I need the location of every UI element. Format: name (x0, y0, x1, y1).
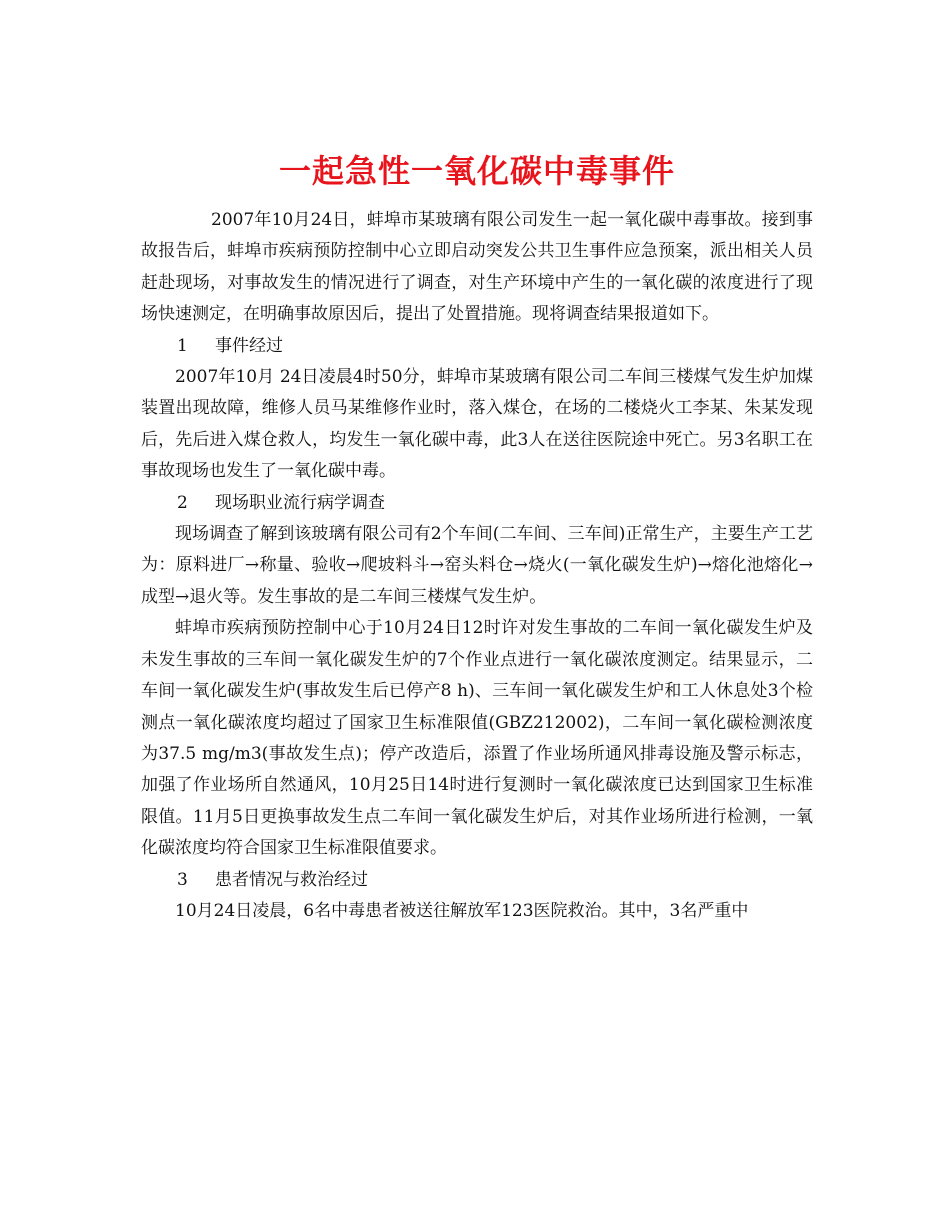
intro-paragraph: 2007年10月24日，蚌埠市某玻璃有限公司发生一起一氧化碳中毒事故。接到事故报告后，蚌埠市疾病预防控制中心立即启动突发公共卫生事件应急预案，派出相关人员赶赴现场，对事故发生的情况进行了调查，对生产环境中产生的一氧化碳的浓度进行了现场快速测定，在明确事故原因后，提出了处置措施。现将调查结果报道如下。 (141, 210, 813, 325)
section-title: 患者情况与救治经过 (215, 869, 368, 890)
section-heading-3 (141, 865, 813, 896)
section-number: 1 (177, 335, 188, 356)
section-number: 2 (177, 492, 188, 513)
section-heading-1 (141, 331, 813, 362)
paragraph: 2007年10月 24日凌晨4时50分，蚌埠市某玻璃有限公司二车间三楼煤气发生炉加煤装置出现故障，维修人员马某维修作业时，落入煤仓，在场的二楼烧火工李某、朱某发现后，先后进入煤仓救人，均发生一氧化碳中毒，此3人在送往医院途中死亡。另3名职工在事故现场也发生了一氧化碳中毒。 (141, 367, 813, 482)
section-number: 3 (177, 869, 188, 890)
document-body (141, 205, 813, 927)
paragraph: 10月24日凌晨，6名中毒患者被送往解放军123医院救治。其中，3名严重中 (175, 900, 749, 921)
section-heading-2 (141, 488, 813, 519)
document-title: 一起急性一氧化碳中毒事件 (278, 152, 675, 191)
paragraph: 现场调查了解到该玻璃有限公司有2个车间(二车间、三车间)正常生产，主要生产工艺为：原料进厂→称量、验收→爬坡料斗→窑头料仓→烧火(一氧化碳发生炉)→熔化池熔化→成型→退火等。发生事故的是二车间三楼煤气发生炉。 (141, 524, 813, 607)
paragraph: 蚌埠市疾病预防控制中心于10月24日12时许对发生事故的二车间一氧化碳发生炉及未发生事故的三车间一氧化碳发生炉的7个作业点进行一氧化碳浓度测定。结果显示，二车间一氧化碳发生炉(事故发生后已停产8 h)、三车间一氧化碳发生炉和工人休息处3个检测点一氧化碳浓度均超过了国家卫生标准限值(GBZ212002)，二车间一氧化碳检测浓度为37.5 mg/m3(事故发生点)；停产改造后，添置了作业场所通风排毒设施及警示标志，加强了作业场所自然通风，10月25日14时进行复测时一氧化碳浓度已达到国家卫生标准限值。11月5日更换事故发生点二车间一氧化碳发生炉后，对其作业场所进行检测，一氧化碳浓度均符合国家卫生标准限值要求。 (141, 618, 813, 859)
section-title: 现场职业流行病学调查 (215, 492, 385, 513)
section-title: 事件经过 (215, 335, 283, 356)
